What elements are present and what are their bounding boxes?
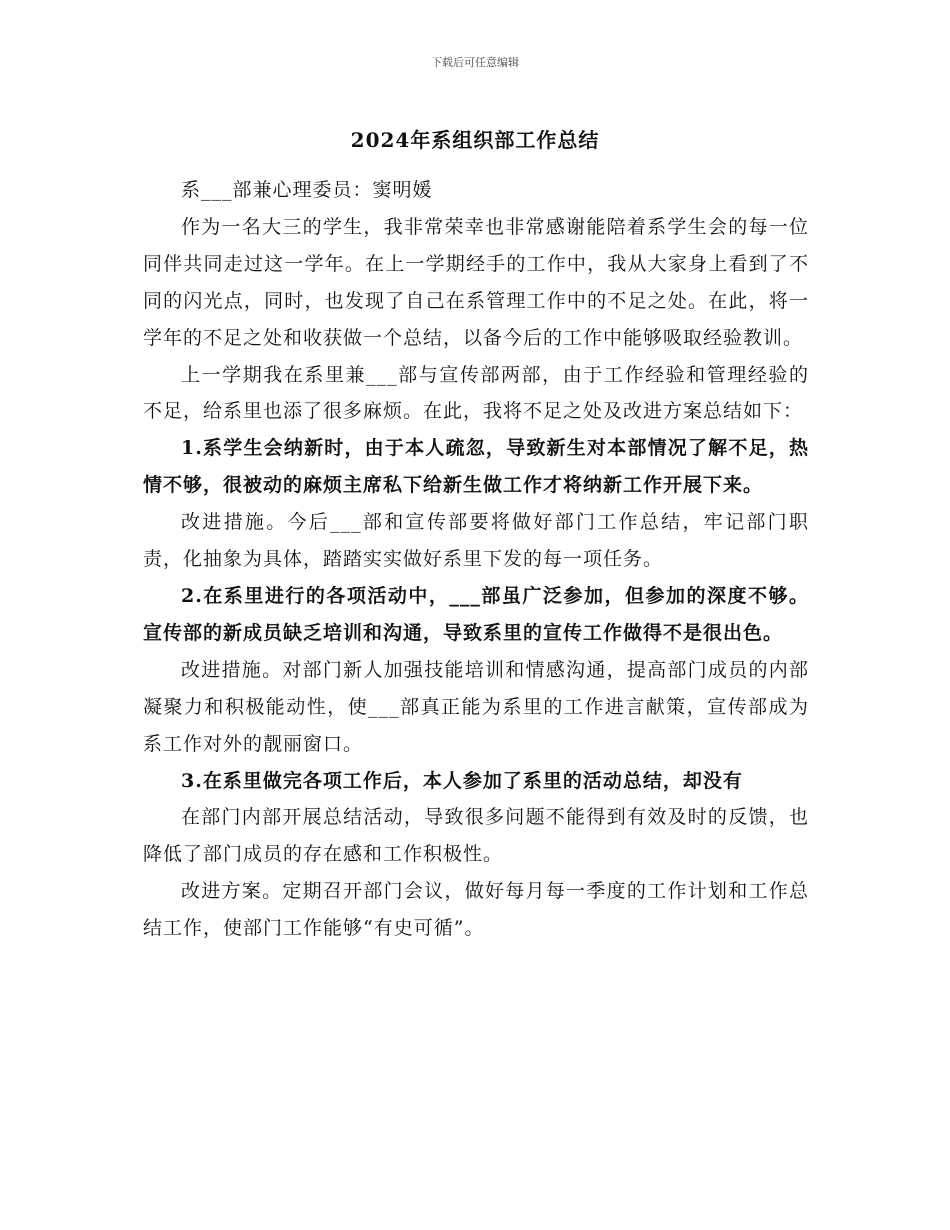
page-header-note: 下载后可任意编辑 <box>431 56 519 69</box>
improvement-1-paragraph: 改进措施。今后___部和宣传部要将做好部门工作总结，牢记部门职责，化抽象为具体，踏踏实实做好系里下发的每一项任务。 <box>143 511 809 571</box>
improvement-3-paragraph: 改进方案。定期召开部门会议，做好每月每一季度的工作计划和工作总结工作，使部门工作能够“有史可循”。 <box>143 880 809 940</box>
overview-paragraph: 上一学期我在系里兼___部与宣传部两部，由于工作经验和管理经验的不足，给系里也添了很多麻烦。在此，我将不足之处及改进方案总结如下： <box>143 363 809 423</box>
issue-2-heading: 2.在系里进行的各项活动中，___部虽广泛参加，但参加的深度不够。宣传部的新成员缺乏培训和沟通，导致系里的宣传工作做得不是很出色。 <box>143 584 809 644</box>
intro-paragraph: 作为一名大三的学生，我非常荣幸也非常感谢能陪着系学生会的每一位同伴共同走过这一学年。在上一学期经手的工作中，我从大家身上看到了不同的闪光点，同时，也发现了自己在系管理工作中的不足之处。在此，将一学年的不足之处和收获做一个总结，以备今后的工作中能够吸取经验教训。 <box>143 215 809 349</box>
issue-1-heading: 1.系学生会纳新时，由于本人疏忽，导致新生对本部情况了解不足，热情不够，很被动的麻烦主席私下给新生做工作才将纳新工作开展下来。 <box>143 437 809 497</box>
issue-3-heading: 3.在系里做完各项工作后，本人参加了系里的活动总结，却没有 <box>181 769 743 792</box>
issue-3-continuation: 在部门内部开展总结活动，导致很多问题不能得到有效及时的反馈，也降低了部门成员的存在感和工作积极性。 <box>143 806 809 866</box>
author-line: 系___部兼心理委员：窦明媛 <box>181 179 433 201</box>
document-body <box>143 172 809 947</box>
improvement-2-paragraph: 改进措施。对部门新人加强技能培训和情感沟通，提高部门成员的内部凝聚力和积极能动性，使___部真正能为系里的工作进言献策，宣传部成为系工作对外的靓丽窗口。 <box>143 658 809 755</box>
document-title: 2024年系组织部工作总结 <box>350 128 600 152</box>
